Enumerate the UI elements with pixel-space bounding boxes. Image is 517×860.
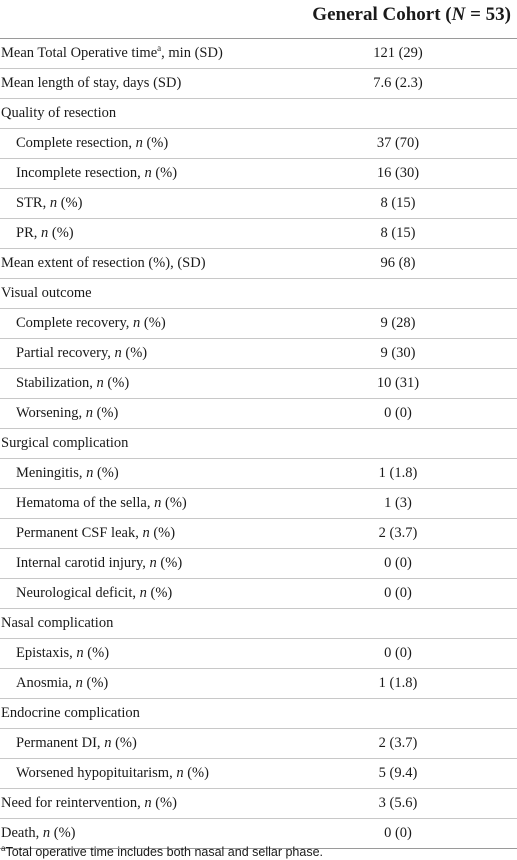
table-row	[0, 729, 517, 759]
row-label	[16, 765, 209, 782]
table-row	[0, 339, 517, 369]
footnote-marker: a	[1, 843, 6, 853]
row-label-n: n	[41, 225, 49, 241]
table-row	[0, 579, 517, 609]
row-label-text: Mean Total Operative time	[1, 45, 158, 61]
row-label-text: Worsening,	[16, 405, 86, 421]
row-value: 0 (0)	[384, 645, 412, 661]
column-header-n: N	[451, 4, 466, 25]
row-label-text: Permanent DI,	[16, 735, 105, 751]
table-row	[0, 399, 517, 429]
row-label-text: Endocrine complication	[1, 705, 140, 721]
row-label-text: Partial recovery,	[16, 345, 115, 361]
row-label	[16, 525, 175, 542]
row-label-text: STR,	[16, 195, 50, 211]
row-value: 2 (3.7)	[378, 525, 418, 541]
row-label-suffix: (%)	[146, 585, 173, 601]
row-label-text: Stabilization,	[16, 375, 97, 391]
row-label-text: Quality of resection	[1, 105, 117, 121]
row-label	[16, 165, 177, 182]
footnote-text: Total operative time includes both nasal and sellar phase.	[5, 845, 324, 859]
row-label-text: Nasal complication	[1, 615, 114, 631]
row-label-text: Incomplete resection,	[16, 165, 145, 181]
row-value: 1 (1.8)	[378, 465, 418, 481]
row-label	[16, 405, 118, 422]
row-label-suffix: (%)	[183, 765, 209, 781]
table-row	[0, 669, 517, 699]
row-value: 0 (0)	[384, 405, 412, 421]
row-label-suffix: (%)	[103, 375, 130, 391]
row-value: 16 (30)	[376, 165, 420, 181]
row-value: 9 (30)	[380, 345, 416, 361]
row-label	[16, 555, 182, 572]
row-label	[16, 735, 137, 752]
table-row	[0, 759, 517, 789]
table-row	[0, 159, 517, 189]
row-label-suffix: (%)	[161, 495, 187, 511]
row-value: 96 (8)	[380, 255, 416, 271]
row-label-n: n	[135, 135, 143, 151]
row-label-n: n	[144, 165, 152, 181]
row-label-suffix: (%)	[151, 795, 177, 811]
row-label-n: n	[75, 675, 83, 691]
table-row	[0, 99, 517, 129]
row-label-text: Visual outcome	[1, 285, 92, 301]
column-header-suffix: = 53)	[465, 4, 511, 25]
row-value: 37 (70)	[376, 135, 420, 151]
row-label-suffix: (%)	[149, 525, 176, 541]
column-header-general-cohort	[312, 4, 511, 26]
row-label-n: n	[114, 345, 122, 361]
row-label-text: Neurological deficit,	[16, 585, 140, 601]
row-value: 9 (28)	[380, 315, 416, 331]
table-row	[0, 279, 517, 309]
row-label-n: n	[149, 555, 157, 571]
table-row	[0, 129, 517, 159]
row-label-n: n	[85, 405, 93, 421]
row-label	[16, 315, 166, 332]
row-label	[1, 825, 76, 842]
column-header-prefix: General Cohort (	[312, 4, 452, 25]
row-label	[1, 105, 116, 122]
footnote-marker: a	[157, 43, 162, 54]
row-label-text: Anosmia,	[16, 675, 76, 691]
row-label-suffix: (%)	[140, 315, 166, 331]
row-label-suffix: (%)	[93, 465, 119, 481]
row-label	[16, 135, 168, 152]
row-value: 8 (15)	[380, 195, 416, 211]
row-label-suffix: (%)	[121, 345, 148, 361]
row-label	[16, 345, 147, 362]
row-label-text: Surgical complication	[1, 435, 129, 451]
table-row	[0, 489, 517, 519]
table-row	[0, 459, 517, 489]
row-label-text: Complete recovery,	[16, 315, 134, 331]
table-row	[0, 789, 517, 819]
table-row	[0, 69, 517, 99]
row-label	[16, 375, 129, 392]
row-label-text: Epistaxis,	[16, 645, 77, 661]
table-header-row	[0, 0, 517, 39]
row-label	[16, 675, 108, 692]
row-label-text: Mean extent of resection (%), (SD)	[1, 255, 206, 271]
table-row	[0, 639, 517, 669]
table-body	[0, 39, 517, 849]
row-label-text: Permanent CSF leak,	[16, 525, 143, 541]
row-label-suffix: (%)	[151, 165, 178, 181]
row-label	[1, 795, 177, 812]
table-row	[0, 549, 517, 579]
row-value: 1 (1.8)	[378, 675, 418, 691]
row-label-text: Death,	[1, 825, 43, 841]
table-row	[0, 189, 517, 219]
row-label-n: n	[49, 195, 58, 211]
row-label-suffix: (%)	[92, 405, 119, 421]
row-label	[1, 705, 140, 722]
row-label	[16, 225, 74, 242]
row-value: 121 (29)	[373, 45, 423, 61]
table-row	[0, 519, 517, 549]
row-label	[1, 285, 92, 302]
row-label	[1, 615, 113, 632]
row-label-n: n	[142, 525, 150, 541]
row-value: 10 (31)	[376, 375, 420, 391]
row-label-n: n	[42, 825, 51, 841]
row-label	[16, 495, 187, 512]
row-label	[16, 645, 109, 662]
table-row	[0, 219, 517, 249]
row-label-n: n	[176, 765, 184, 781]
row-label	[16, 465, 119, 482]
table-row	[0, 309, 517, 339]
row-label-n: n	[86, 465, 94, 481]
table-row	[0, 429, 517, 459]
row-label-n: n	[133, 315, 141, 331]
row-value: 0 (0)	[384, 585, 412, 601]
row-label-suffix: (%)	[50, 825, 76, 841]
row-label-n: n	[96, 375, 104, 391]
row-value: 5 (9.4)	[378, 765, 418, 781]
row-label-text: Worsened hypopituitarism,	[16, 765, 177, 781]
row-label	[1, 435, 128, 452]
row-label-text: Hematoma of the sella,	[16, 495, 155, 511]
row-label-suffix: (%)	[48, 225, 74, 241]
row-label-suffix: (%)	[82, 675, 109, 691]
row-label-suffix: (%)	[83, 645, 110, 661]
row-value: 1 (3)	[384, 495, 412, 511]
row-value: 0 (0)	[384, 555, 412, 571]
table-row	[0, 609, 517, 639]
row-label-suffix: (%)	[57, 195, 83, 211]
row-label	[16, 585, 172, 602]
row-label-n: n	[139, 585, 147, 601]
row-label-text: Meningitis,	[16, 465, 87, 481]
table-row	[0, 369, 517, 399]
table-row	[0, 249, 517, 279]
table-footnote	[1, 845, 323, 859]
row-label	[1, 255, 206, 272]
table-row	[0, 39, 517, 69]
table-row	[0, 699, 517, 729]
row-label	[1, 75, 181, 92]
row-label-n: n	[76, 645, 84, 661]
row-label-n: n	[154, 495, 162, 511]
row-value: 8 (15)	[380, 225, 416, 241]
row-label	[1, 45, 223, 62]
row-label-text: Mean length of stay, days (SD)	[1, 75, 182, 91]
row-label-suffix: , min (SD)	[161, 45, 223, 61]
row-label-n: n	[144, 795, 152, 811]
row-label-suffix: (%)	[142, 135, 169, 151]
row-label-n: n	[104, 735, 112, 751]
row-value: 2 (3.7)	[378, 735, 418, 751]
row-value: 0 (0)	[384, 825, 412, 841]
row-label-suffix: (%)	[111, 735, 137, 751]
row-label-text: PR,	[16, 225, 41, 241]
row-label	[16, 195, 82, 212]
row-label-text: Need for reintervention,	[1, 795, 145, 811]
row-value: 3 (5.6)	[378, 795, 418, 811]
row-label-suffix: (%)	[156, 555, 183, 571]
row-label-text: Internal carotid injury,	[16, 555, 150, 571]
row-value: 7.6 (2.3)	[373, 75, 423, 91]
row-label-text: Complete resection,	[16, 135, 136, 151]
